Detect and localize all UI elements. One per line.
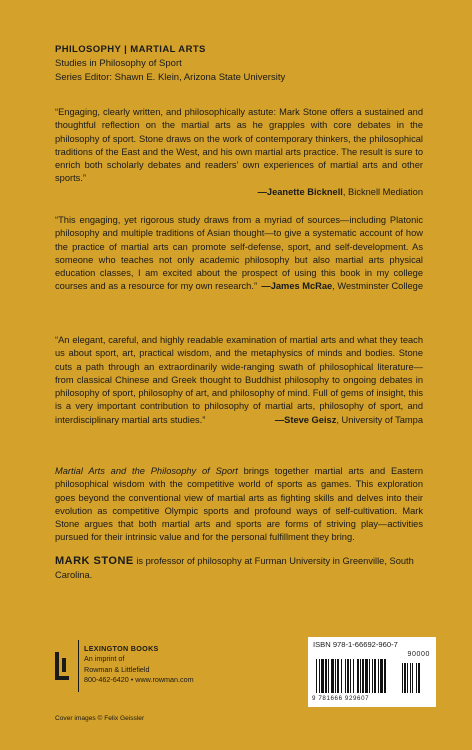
barcode-icon [314, 651, 432, 695]
barcode-panel [308, 637, 436, 707]
category-label: PHILOSOPHY | MARTIAL ARTS [55, 44, 206, 55]
quote-affiliation: , Westminster College [332, 281, 423, 292]
barcode-digits: 9 781666 929607 [312, 695, 370, 702]
quote-text: “Engaging, clearly written, and philosophically astute: Mark Stone offers a sustained and thoughtful reflection on the martial arts as he grapples with core debates in the philosophy of sport. Stone draws on the work of contemporary thinkers, the philosophical traditions of the East and the West, and his own martial arts practice. The result is sure to enrich both scholarly debates and readers’ own experiences of martial arts and other sports.” [55, 107, 423, 184]
quote-text: “This engaging, yet rigorous study draws from a myriad of sources—including Platonic philosophy and multiple traditions of Asian thought—to give a systematic account of how the practice of martial arts can promote self-defense, sport, and self-development. As someone who teaches not only academic philosophy but also martial arts physical education classes, I am excited about the prospect of using this book in my college courses and as a resource for my own research.” [55, 215, 423, 292]
endorsement-quote [55, 214, 423, 294]
bio-text: is professor of philosophy at Furman University in Greenville, South Carolina. [55, 556, 414, 580]
quote-attribution [261, 280, 423, 293]
quote-text: “An elegant, careful, and highly readable examination of martial arts and what they teach us about sport, art, practical wisdom, and the metaphysics of minds and bodies. Stone cuts a path through an extraordinarily wide-ranging swath of philosophical literature—from classical Chinese and Greek thought to Buddhist philosophy to ongoing debates in philosophy of sport, philosophy of art, and philosophy of mind. Full of gems of insight, this is a very important contribution to philosophy of martial arts, philosophy of sport, and interdisciplinary martial arts studies.” [55, 335, 423, 425]
book-title: Martial Arts and the Philosophy of Sport [55, 466, 238, 476]
quote-author: —James McRae [261, 281, 333, 292]
series-title: Studies in Philosophy of Sport [55, 58, 182, 69]
cover-credit: Cover images © Felix Geissler [55, 715, 145, 722]
divider [78, 640, 79, 692]
publisher-info [84, 644, 194, 686]
publisher-name: LEXINGTON BOOKS [84, 644, 159, 653]
book-description [55, 465, 423, 545]
quote-author: —Jeanette Bicknell [257, 186, 343, 197]
imprint-parent: Rowman & Littlefield [84, 664, 150, 674]
quote-author: —Steve Geisz [274, 414, 337, 425]
quote-affiliation: , University of Tampa [336, 414, 423, 425]
endorsement-quote [55, 106, 423, 199]
series-editor: Series Editor: Shawn E. Klein, Arizona State University [55, 72, 286, 83]
description-body: brings together martial arts and Eastern philosophical wisdom with the competitive world of sports as games. This exploration goes beyond the conventional view of martial arts as fighting skills and delves into their evolution as competitive Olympic sports and profound ways of self-cultivation. Mark Stone argues that both martial arts and sports are forms of striving play—activities pursued for their intrinsic value and for the personal fulfillment they bring. [55, 466, 423, 543]
endorsement-quote [55, 334, 423, 427]
quote-affiliation: , Bicknell Mediation [342, 186, 423, 197]
quote-attribution [275, 414, 423, 427]
isbn-label: ISBN 978-1-66692-960-7 [313, 640, 398, 649]
series-header [55, 43, 285, 85]
author-name: MARK STONE [55, 555, 134, 567]
author-bio [55, 554, 423, 582]
imprint-line: An imprint of [84, 654, 125, 664]
price-code: 90000 [407, 651, 430, 658]
quote-attribution [55, 186, 423, 199]
publisher-contact: 800-462-6420 • www.rowman.com [84, 675, 194, 685]
publisher-logo-icon [55, 652, 69, 680]
